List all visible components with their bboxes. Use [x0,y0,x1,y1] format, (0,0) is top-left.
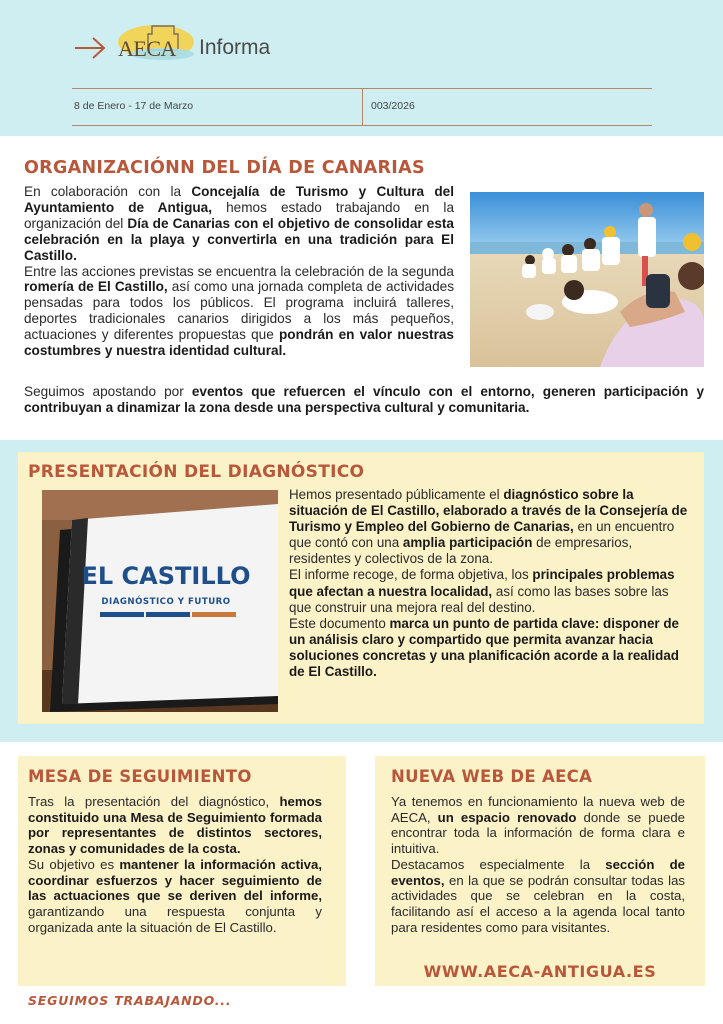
report-cover-photo [42,490,278,712]
section-body-dia-canarias-closing [24,384,704,416]
issue-code: 003/2026 [371,100,415,112]
paragraph: El informe recoge, de forma objetiva, los principales problemas que afectan a nuestra localidad, así como las bases sobre las que construir una mejora real del destino. [289,567,675,615]
section-title-web: NUEVA WEB DE AECA [391,767,593,786]
paragraph: Seguimos apostando por eventos que refuercen el vínculo con el entorno, generen participación y contribuyan a dinamizar la zona desde una perspectiva cultural y comunitaria. [24,384,705,415]
section-title-mesa: MESA DE SEGUIMIENTO [28,767,252,786]
arrow-right-icon [74,36,106,60]
website-link[interactable]: WWW.AECA-ANTIGUA.ES [423,962,657,981]
footer-tagline: SEGUIMOS TRABAJANDO... [28,993,232,1008]
section-body-web [391,794,685,935]
logo-text: AECA [118,36,176,61]
section-body-dia-canarias [24,184,454,359]
beach-photo [470,192,704,367]
report-cover-title: EL CASTILLO [81,562,251,590]
header-divider [362,88,363,126]
paragraph: Ya tenemos en funcionamiento la nueva web de AECA, un espacio renovado donde se puede encontrar toda la información de forma clara e intuitiva. [391,794,685,857]
paragraph: Entre las acciones previstas se encuentra la celebración de la segunda romería de El Castillo, así como una jornada completa de actividades pensadas para todos los públicos. El programa incluirá talleres, deportes tradicionales canarios dirigidos a los más pequeños, actuaciones y diferentes propuestas que pondrán en valor nuestras costumbres y nuestra identidad cultural. [24,263,455,359]
section-body-diagnostico [289,487,694,680]
paragraph: Hemos presentado públicamente el diagnóstico sobre la situación de El Castillo, elaborado a través de la Consejería de Turismo y Empleo del Gobierno de Canarias, en un encuentro que contó con una amplia participación de empresarios, residentes y colectivos de la zona. [289,487,688,567]
paragraph: En colaboración con la Concejalía de Turismo y Cultura del Ayuntamiento de Antigua, hemos estado trabajando en la organización del Día de Canarias con el objetivo de consolidar esta celebración en la playa y convertirla en una tradición para El Castillo. [24,184,455,263]
paragraph: Destacamos especialmente la sección de eventos, en la que se podrán consultar todas las actividades que se celebran en la costa, facilitando así el acceso a la agenda local tanto para residentes como para visitantes. [391,856,685,935]
paragraph: Tras la presentación del diagnóstico, hemos constituido una Mesa de Seguimiento formada por representantes de distintos sectores, zonas y comunidades de la costa. [28,794,322,857]
paragraph: Este documento marca un punto de partida clave: disponer de un análisis claro y compartido que permita avanzar hacia soluciones concretas y una planificación acorde a la realidad de El Castillo. [289,615,679,680]
section-body-mesa [28,794,322,935]
header-title: Informa [199,36,271,59]
report-cover-subtitle: DIAGNÓSTICO Y FUTURO [101,597,231,607]
section-title-diagnostico: PRESENTACIÓN DEL DIAGNÓSTICO [28,462,365,482]
paragraph: Su objetivo es mantener la información activa, coordinar esfuerzos y hacer seguimiento de las actuaciones que se deriven del informe, garantizando una respuesta conjunta y organizada ante la situación de El Castillo. [28,856,322,935]
section-title-dia-canarias: ORGANIZACIÓNN DEL DÍA DE CANARIAS [24,158,425,178]
date-range: 8 de Enero - 17 de Marzo [74,100,194,112]
